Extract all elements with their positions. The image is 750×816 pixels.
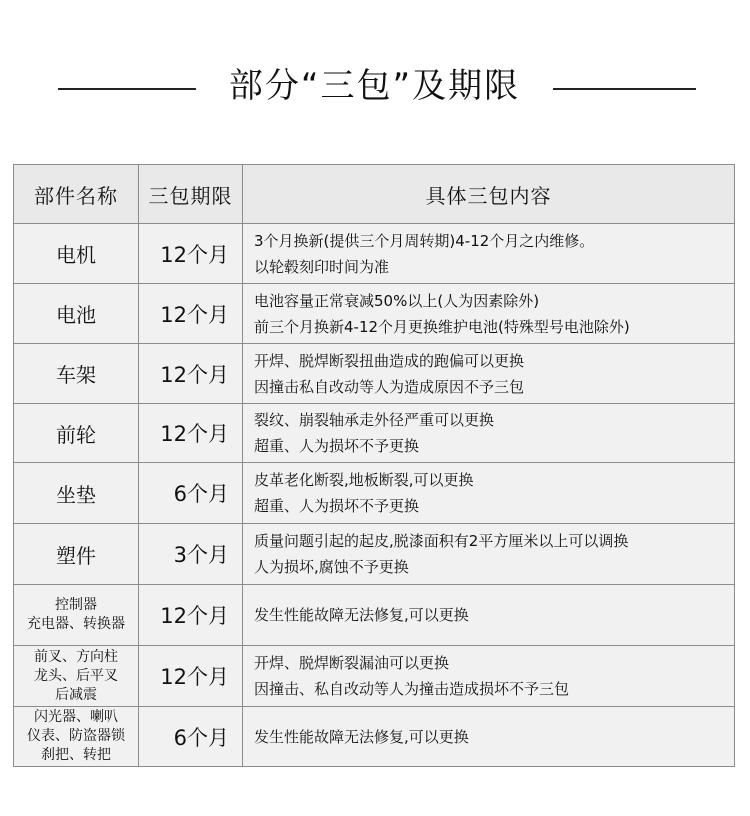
part-name: 电机 <box>56 243 96 267</box>
content-cell <box>243 284 735 344</box>
part-name-cell <box>14 524 139 585</box>
part-name: 龙头、后平叉 <box>34 667 118 684</box>
content-line: 裂纹、崩裂轴承走外径严重可以更换 <box>254 411 495 429</box>
content-line: 开焊、脱焊断裂漏油可以更换 <box>254 654 450 672</box>
period-cell: 3个月 <box>139 524 243 585</box>
period-cell: 12个月 <box>139 646 243 707</box>
part-name: 前叉、方向柱 <box>34 648 118 665</box>
content-line: 质量问题引起的起皮,脱漆面积有2平方厘米以上可以调换 <box>254 532 629 550</box>
part-name: 坐垫 <box>56 482 96 507</box>
content-line: 人为损坏,腐蚀不予更换 <box>254 558 409 576</box>
content-cell <box>243 224 735 284</box>
part-name: 车架 <box>56 363 96 387</box>
content-line: 发生性能故障无法修复,可以更换 <box>254 606 469 624</box>
table-row <box>14 284 735 344</box>
part-name-cell <box>14 646 139 707</box>
part-name: 后减震 <box>55 686 97 703</box>
content-cell <box>243 524 735 585</box>
part-name-cell <box>14 284 139 344</box>
content-line: 前三个月换新4-12个月更换维护电池(特殊型号电池除外) <box>254 317 630 336</box>
content-cell <box>243 463 735 524</box>
header-period: 三包期限 <box>139 165 243 224</box>
table-row <box>14 585 735 646</box>
part-name: 刹把、转把 <box>41 747 111 763</box>
title-area <box>0 62 750 112</box>
part-name: 电池 <box>56 303 96 327</box>
content-line: 超重、人为损坏不予更换 <box>254 497 420 515</box>
part-name-cell <box>14 404 139 463</box>
table-row <box>14 463 735 524</box>
table-row <box>14 646 735 707</box>
content-cell <box>243 646 735 707</box>
title-divider-left <box>58 88 196 90</box>
content-line: 开焊、脱焊断裂扭曲造成的跑偏可以更换 <box>254 351 525 370</box>
table-row <box>14 344 735 404</box>
period-cell: 12个月 <box>139 585 243 646</box>
content-line: 皮革老化断裂,地板断裂,可以更换 <box>254 471 474 489</box>
content-line: 因撞击、私自改动等人为撞击造成损坏不予三包 <box>254 680 570 698</box>
period-cell: 12个月 <box>139 404 243 463</box>
table-row <box>14 707 735 767</box>
content-cell <box>243 707 735 767</box>
content-cell <box>243 344 735 404</box>
content-line: 超重、人为损坏不予更换 <box>254 437 420 455</box>
part-name: 仪表、防盗器锁 <box>27 728 125 744</box>
content-cell <box>243 404 735 463</box>
period-cell: 12个月 <box>139 224 243 284</box>
content-line: 3个月换新(提供三个月周转期)4-12个月之内维修。 <box>254 231 595 250</box>
part-name-cell <box>14 224 139 284</box>
header-part-name: 部件名称 <box>14 165 139 224</box>
part-name: 充电器、转换器 <box>27 616 125 632</box>
part-name-cell <box>14 344 139 404</box>
part-name: 闪光器、喇叭 <box>34 709 118 725</box>
content-line: 因撞击私自改动等人为造成原因不予三包 <box>254 377 525 396</box>
table-row <box>14 224 735 284</box>
content-line: 以轮毂刻印时间为准 <box>254 257 390 276</box>
title-divider-right <box>553 88 696 90</box>
period-cell: 6个月 <box>139 463 243 524</box>
header-content: 具体三包内容 <box>243 165 735 224</box>
content-line: 电池容量正常衰减50%以上(人为因素除外) <box>254 291 540 310</box>
part-name: 塑件 <box>56 543 96 568</box>
table-row <box>14 404 735 463</box>
page-title: 部分“三包”及期限 <box>228 66 521 106</box>
period-cell: 12个月 <box>139 284 243 344</box>
part-name: 控制器 <box>55 597 97 613</box>
part-name-cell <box>14 707 139 767</box>
table-row <box>14 524 735 585</box>
content-cell <box>243 585 735 646</box>
part-name: 前轮 <box>56 422 96 447</box>
content-line: 发生性能故障无法修复,可以更换 <box>254 727 469 746</box>
period-cell: 6个月 <box>139 707 243 767</box>
period-cell: 12个月 <box>139 344 243 404</box>
part-name-cell <box>14 585 139 646</box>
warranty-table <box>13 164 735 767</box>
part-name-cell <box>14 463 139 524</box>
table-header-row <box>14 165 735 224</box>
